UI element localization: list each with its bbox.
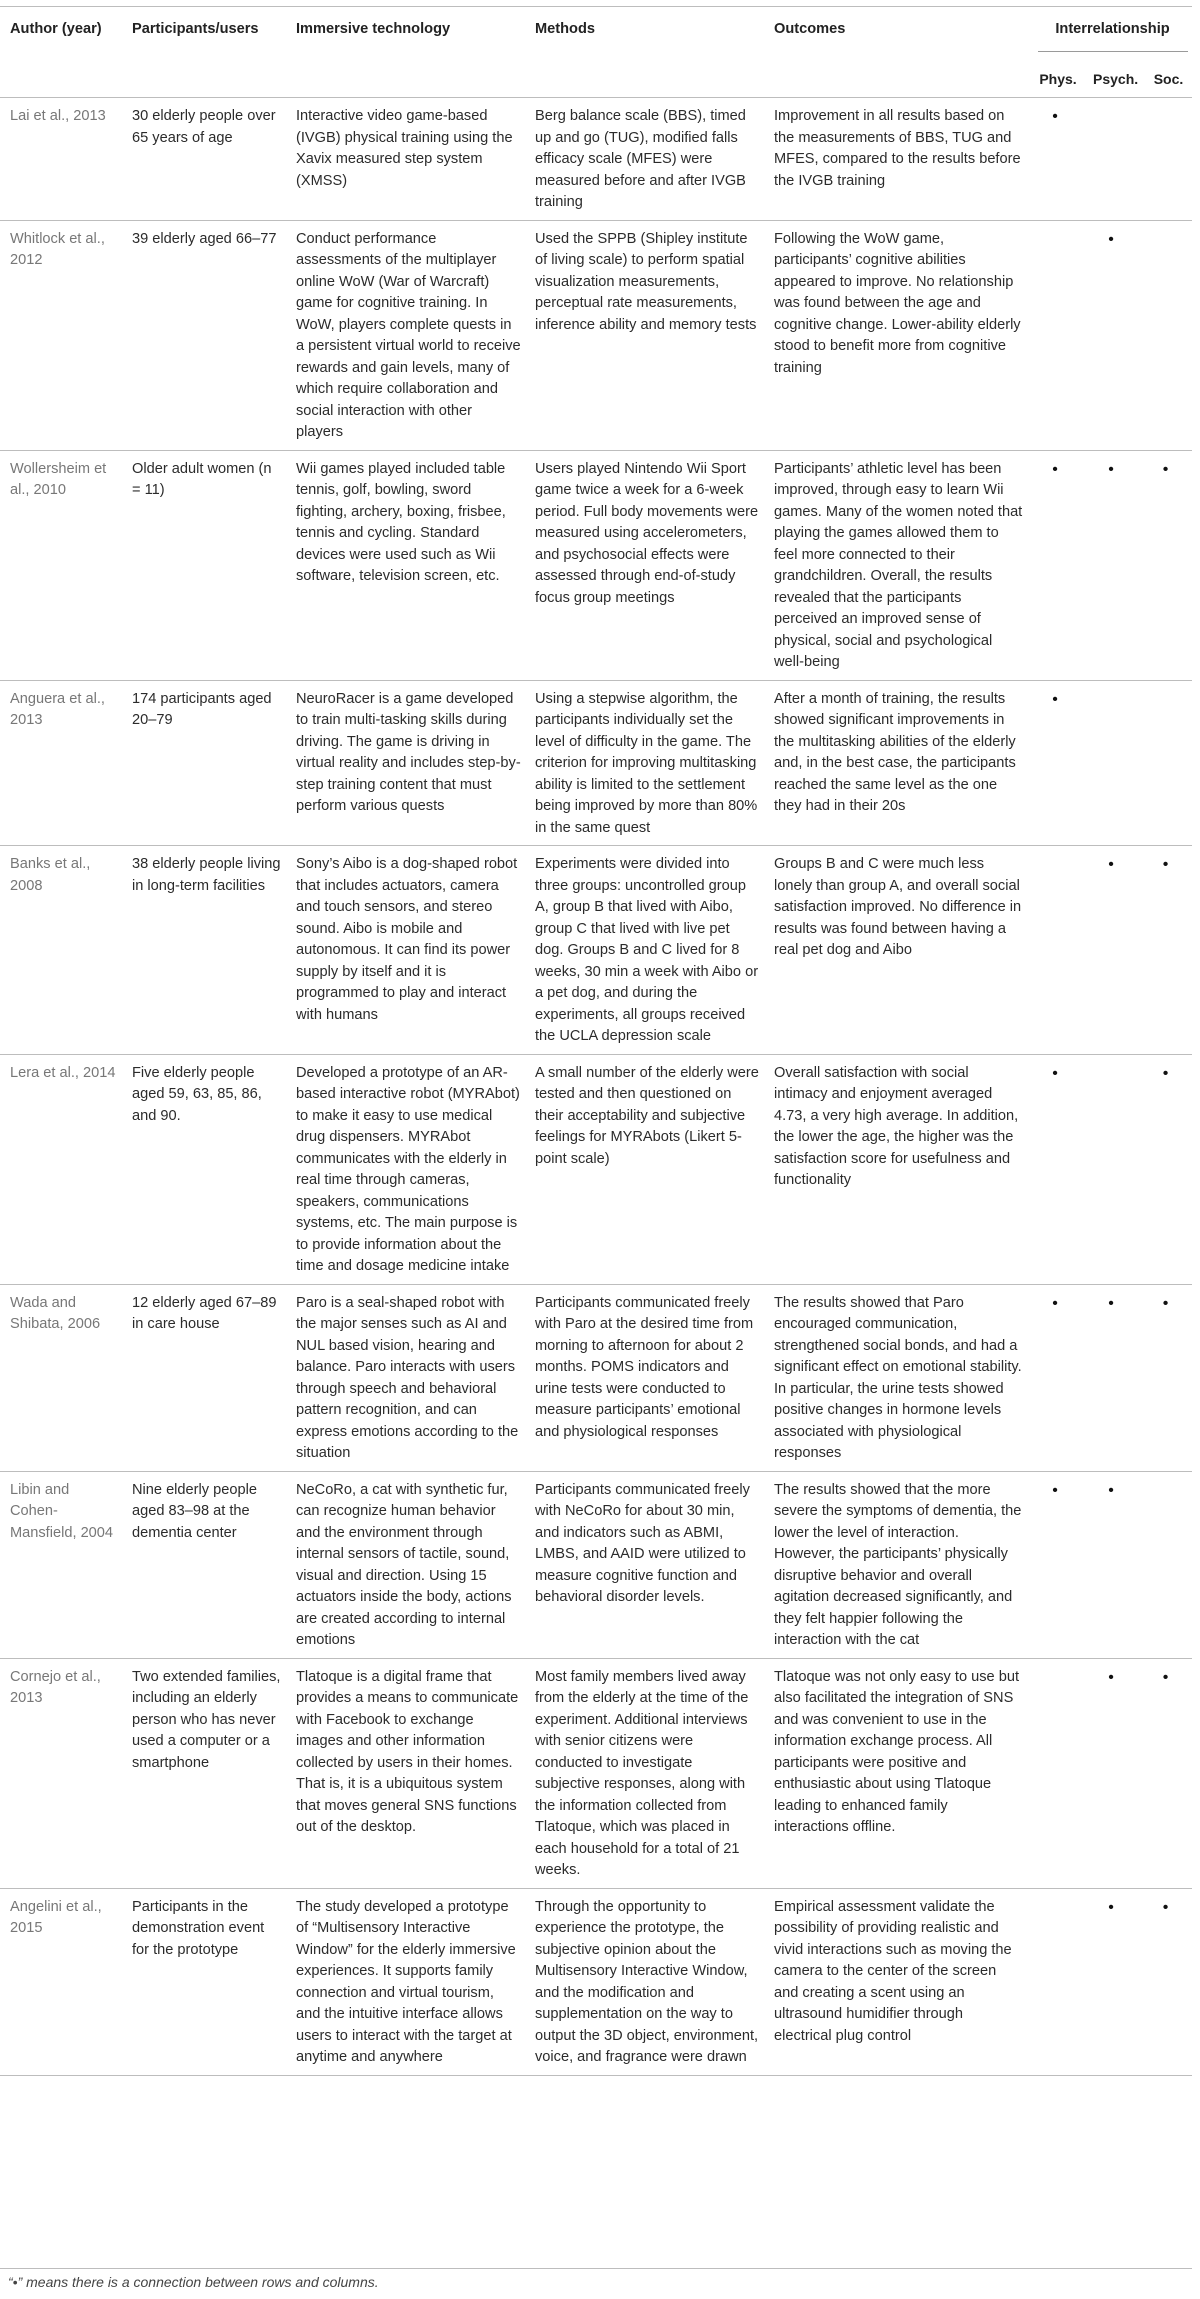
cell-author: Lera et al., 2014 xyxy=(10,1064,116,1081)
cell-psych-mark xyxy=(1083,450,1139,680)
cell-soc-mark xyxy=(1139,1658,1192,1888)
cell-psych-mark xyxy=(1083,680,1139,846)
cell-participants: Participants in the demonstration event for the prototype xyxy=(132,1898,265,1958)
cell-methods: A small number of the elderly were tested and then questioned on their acceptability and subjective feelings for MYRAbots (Likert 5-point scale) xyxy=(535,1064,759,1167)
cell-psych-mark xyxy=(1083,1471,1139,1658)
table-row xyxy=(0,1054,1192,1284)
cell-outcomes: The results showed that Paro encouraged communication, strengthened social bonds, and had a significant effect on emotional stability. In particular, the urine tests showed positive changes in hormone levels associated with physiological responses xyxy=(774,1294,1022,1461)
cell-phys-mark xyxy=(1027,1888,1083,2075)
bullet-icon: • xyxy=(1162,1064,1169,1082)
cell-phys-mark xyxy=(1027,846,1083,1055)
cell-psych-mark xyxy=(1083,220,1139,450)
cell-phys-mark xyxy=(1027,680,1083,846)
cell-methods: Users played Nintendo Wii Sport game twice a week for a 6-week period. Full body movements were measured using accelerometers, and psychosocial effects were assessed through end-of-study focus group meetings xyxy=(535,460,759,606)
cell-psych-mark xyxy=(1083,846,1139,1055)
cell-methods: Through the opportunity to experience the prototype, the subjective opinion about the Multisensory Interactive Window, and the modification and supplementation on the way to output the 3D object, environment, voice, and fragrance were drawn xyxy=(535,1898,759,2065)
bullet-icon: • xyxy=(1052,1294,1058,1312)
cell-author: Wollersheim et al., 2010 xyxy=(10,460,107,498)
bullet-icon: • xyxy=(1052,1481,1058,1499)
header-participants: Participants/users xyxy=(132,21,259,37)
header-methods: Methods xyxy=(535,21,595,37)
table-row xyxy=(0,220,1192,450)
cell-psych-mark xyxy=(1083,1284,1139,1471)
cell-psych-mark xyxy=(1083,98,1139,221)
cell-methods: Used the SPPB (Shipley institute of living scale) to perform spatial visualization measurements, perceptual rate measurements, inference ability and memory tests xyxy=(535,230,757,333)
cell-author: Angelini et al., 2015 xyxy=(10,1898,102,1936)
cell-soc-mark xyxy=(1139,1284,1192,1471)
cell-technology: Paro is a seal-shaped robot with the major senses such as AI and NUL based vision, hearing and balance. Paro interacts with users through speech and behavioral pattern recognition, and can express emotions according to the situation xyxy=(296,1294,519,1461)
cell-outcomes: Groups B and C were much less lonely than group A, and overall social satisfaction improved. No difference in results was found between having a real pet dog and Aibo xyxy=(774,856,1022,958)
cell-participants: 30 elderly people over 65 years of age xyxy=(132,108,276,146)
bottom-rule xyxy=(0,2268,1192,2269)
cell-author: Banks et al., 2008 xyxy=(10,856,91,894)
cell-outcomes: Empirical assessment validate the possibility of providing realistic and vivid interactions such as moving the camera to the center of the screen and creating a scent using an ultrasound humidifier through electrical plug control xyxy=(774,1898,1012,2044)
cell-author: Cornejo et al., 2013 xyxy=(10,1668,101,1706)
table-row xyxy=(0,846,1192,1055)
header-soc: Soc. xyxy=(1153,71,1184,87)
cell-phys-mark xyxy=(1027,1658,1083,1888)
table-header xyxy=(0,7,1192,98)
cell-technology: Tlatoque is a digital frame that provides a means to communicate with Facebook to exchange images and other information collected by users in their homes. That is, it is a ubiquitous system that moves general SNS functions out of the desktop. xyxy=(296,1668,519,1835)
cell-soc-mark xyxy=(1139,450,1192,680)
table-body xyxy=(0,98,1192,2076)
footnote: “•” means there is a connection between rows and columns. xyxy=(8,2274,379,2290)
cell-phys-mark xyxy=(1027,220,1083,450)
cell-author: Wada and Shibata, 2006 xyxy=(10,1294,101,1332)
header-interrelationship: Interrelationship xyxy=(1038,19,1188,52)
bullet-icon: • xyxy=(1162,856,1169,873)
table-row xyxy=(0,98,1192,221)
bullet-icon: • xyxy=(1108,1668,1114,1686)
bullet-icon: • xyxy=(1052,690,1058,708)
cell-soc-mark xyxy=(1139,1471,1192,1658)
bullet-icon: • xyxy=(1052,108,1058,125)
cell-soc-mark xyxy=(1139,680,1192,846)
cell-technology: Developed a prototype of an AR-based interactive robot (MYRAbot) to make it easy to use medical drug dispensers. MYRAbot communicates with the elderly in real time through cameras, speakers, communications systems, etc. The main purpose is to provide information about the time and dosage medicine intake xyxy=(296,1064,520,1274)
cell-outcomes: Tlatoque was not only easy to use but also facilitated the integration of SNS and was convenient to use in the information exchange process. All participants were positive and enthusiastic about using Tlatoque leading to enhanced family interactions offline. xyxy=(774,1668,1020,1835)
cell-soc-mark xyxy=(1139,1888,1192,2075)
cell-methods: Berg balance scale (BBS), timed up and go (TUG), modified falls efficacy scale (MFES) were measured before and after IVGB training xyxy=(535,108,746,210)
cell-phys-mark xyxy=(1027,1471,1083,1658)
cell-phys-mark xyxy=(1027,98,1083,221)
bullet-icon: • xyxy=(1108,1481,1114,1499)
header-technology: Immersive technology xyxy=(296,21,451,37)
cell-participants: 38 elderly people living in long-term facilities xyxy=(132,856,281,894)
cell-phys-mark xyxy=(1027,1054,1083,1284)
cell-outcomes: Participants’ athletic level has been improved, through easy to learn Wii games. Many of the women noted that playing the games allowed them to feel more connected to their grandchildren. Overall, the results revealed that the participants perceived an improved sense of physical, social and psychological well-being xyxy=(774,460,1023,670)
header-author: Author (year) xyxy=(10,21,102,37)
cell-methods: Participants communicated freely with Paro at the desired time from morning to afternoon for about 2 months. POMS indicators and urine tests were conducted to measure participants’ emotional and physiological responses xyxy=(535,1294,754,1440)
cell-outcomes: The results showed that the more severe the symptoms of dementia, the lower the level of interaction. However, the participants’ physically disruptive behavior and overall agitation decreased significantly, and they felt happier following the interaction with the cat xyxy=(774,1481,1022,1648)
cell-participants: 174 participants aged 20–79 xyxy=(132,690,272,728)
bullet-icon: • xyxy=(1162,460,1169,478)
cell-phys-mark xyxy=(1027,1284,1083,1471)
cell-technology: NeCoRo, a cat with synthetic fur, can recognize human behavior and the environment through internal sensors of tactile, sound, visual and direction. Using 15 actuators inside the body, actions are created according to internal emotions xyxy=(296,1481,512,1648)
cell-participants: Two extended families, including an elderly person who has never used a computer or a smartphone xyxy=(132,1668,281,1771)
cell-technology: Wii games played included table tennis, golf, bowling, sword fighting, archery, boxing, frisbee, tennis and cycling. Standard devices were used such as Wii software, television screen, etc. xyxy=(296,460,506,584)
header-interrelationship-cell xyxy=(1027,7,1192,60)
cell-psych-mark xyxy=(1083,1658,1139,1888)
cell-outcomes: After a month of training, the results showed significant improvements in the multitasking abilities of the elderly and, in the best case, the participants reached the same level as the one they had in their 20s xyxy=(774,690,1016,814)
cell-soc-mark xyxy=(1139,846,1192,1055)
cell-participants: 39 elderly aged 66–77 xyxy=(132,230,277,247)
cell-methods: Participants communicated freely with NeCoRo for about 30 min, and indicators such as ABMI, LMBS, and AAID were utilized to measure cognitive function and behavioral disorder levels. xyxy=(535,1481,750,1605)
cell-outcomes: Improvement in all results based on the measurements of BBS, TUG and MFES, compared to the results before the IVGB training xyxy=(774,108,1021,189)
cell-phys-mark xyxy=(1027,450,1083,680)
cell-outcomes: Following the WoW game, participants’ cognitive abilities appeared to improve. No relationship was found between the age and cognitive change. Lower-ability elderly stood to benefit more from cognitive training xyxy=(774,230,1021,376)
cell-participants: 12 elderly aged 67–89 in care house xyxy=(132,1294,277,1332)
header-outcomes: Outcomes xyxy=(774,21,846,37)
studies-table xyxy=(0,6,1192,2076)
cell-soc-mark xyxy=(1139,220,1192,450)
bullet-icon: • xyxy=(1108,1294,1114,1312)
cell-soc-mark xyxy=(1139,1054,1192,1284)
table-row xyxy=(0,450,1192,680)
cell-technology: Sony’s Aibo is a dog-shaped robot that includes actuators, camera and touch sensors, and stereo sound. Aibo is mobile and autonomous. It can find its power supply by itself and it is programmed to play and interact with humans xyxy=(296,856,518,1023)
bullet-icon: • xyxy=(1052,1064,1058,1082)
bullet-icon: • xyxy=(1162,1294,1169,1312)
cell-technology: Interactive video game-based (IVGB) physical training using the Xavix measured step system (XMSS) xyxy=(296,108,513,189)
cell-psych-mark xyxy=(1083,1054,1139,1284)
header-phys: Phys. xyxy=(1039,71,1077,87)
cell-methods: Most family members lived away from the elderly at the time of the experiment. Additional interviews with senior citizens were conducted to investigate subjective responses, along with the information collected from Tlatoque, which was placed in each household for a total of 21 weeks. xyxy=(535,1668,749,1878)
cell-author: Whitlock et al., 2012 xyxy=(10,230,105,268)
cell-soc-mark xyxy=(1139,98,1192,221)
header-psych: Psych. xyxy=(1093,71,1139,87)
cell-psych-mark xyxy=(1083,1888,1139,2075)
table-row xyxy=(0,1658,1192,1888)
cell-author: Lai et al., 2013 xyxy=(10,108,106,124)
cell-methods: Experiments were divided into three groups: uncontrolled group A, group B that lived with Aibo, group C that lived with live pet dog. Groups B and C lived for 8 weeks, 30 min a week with Aibo or a pet dog, and during the experiments, all groups received the UCLA depression scale xyxy=(535,856,759,1044)
table-row xyxy=(0,680,1192,846)
bullet-icon: • xyxy=(1162,1668,1169,1686)
cell-participants: Five elderly people aged 59, 63, 85, 86, and 90. xyxy=(132,1064,262,1124)
cell-technology: NeuroRacer is a game developed to train multi-tasking skills during driving. The game is driving in virtual reality and includes step-by-step training content that must perform various quests xyxy=(296,690,521,814)
bullet-icon: • xyxy=(1052,460,1058,478)
cell-author: Anguera et al., 2013 xyxy=(10,690,105,728)
bullet-icon: • xyxy=(1162,1898,1169,1916)
table-row xyxy=(0,1284,1192,1471)
cell-participants: Older adult women (n = 11) xyxy=(132,460,272,498)
cell-methods: Using a stepwise algorithm, the participants individually set the level of difficulty in the game. The criterion for improving multitasking ability is limited to the settlement being improved by more than 80% in the same quest xyxy=(535,690,758,836)
cell-technology: The study developed a prototype of “Multisensory Interactive Window” for the elderly immersive experiences. It supports family connection and virtual tourism, and the intuitive interface allows users to interact with the target at anytime and anywhere xyxy=(296,1898,516,2065)
bullet-icon: • xyxy=(1108,460,1114,478)
bullet-icon: • xyxy=(1108,1898,1114,1916)
table-row xyxy=(0,1888,1192,2075)
cell-author: Libin and Cohen-Mansfield, 2004 xyxy=(10,1481,114,1541)
cell-outcomes: Overall satisfaction with social intimacy and enjoyment averaged 4.73, a very high average. In addition, the lower the age, the higher was the satisfaction score for usefulness and functionality xyxy=(774,1064,1019,1188)
cell-technology: Conduct performance assessments of the multiplayer online WoW (War of Warcraft) game for cognitive training. In WoW, players complete quests in a persistent virtual world to receive rewards and gain levels, many of which require collaboration and social interaction with other players xyxy=(296,230,521,440)
cell-participants: Nine elderly people aged 83–98 at the dementia center xyxy=(132,1481,257,1541)
bullet-icon: • xyxy=(1108,856,1114,873)
bullet-icon: • xyxy=(1108,230,1114,248)
table-row xyxy=(0,1471,1192,1658)
